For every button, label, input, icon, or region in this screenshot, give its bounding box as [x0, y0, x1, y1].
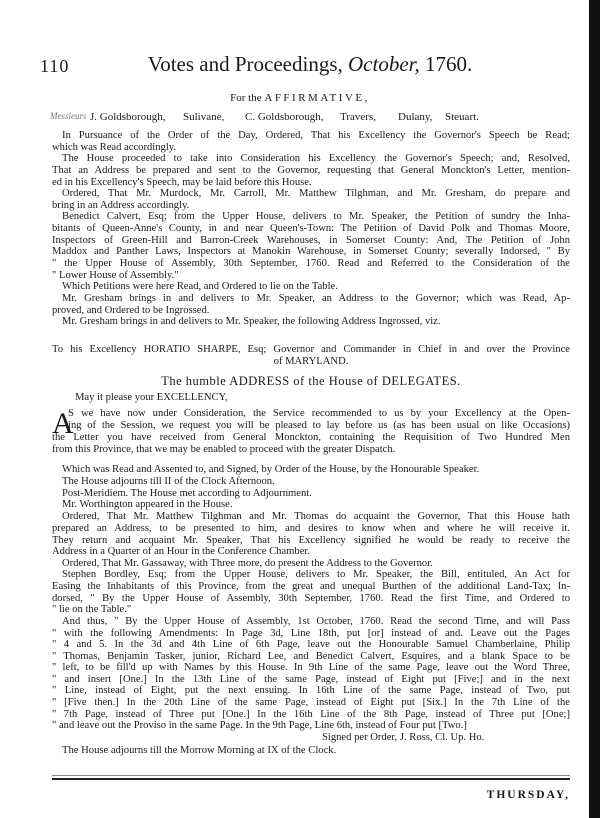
text-line: Ordered, That Mr. Matthew Tilghman and Mr. Thomas do acquaint the Governor, That this House hath [62, 511, 570, 522]
text-line: which was Read accordingly. [52, 142, 177, 153]
text-line: Address in a Quarter of an Hour in the Conference Chamber. [52, 546, 310, 557]
text-line: Easing the Inhabitants of this Province, from the great and unequal Burthen of the additional Land-Tax; In- [52, 581, 570, 592]
text-line: Mr. Gresham brings in and delivers to Mr. Speaker, the following Address Ingrossed, viz. [62, 316, 441, 327]
text-line: In Pursuance of the Order of the Day, Ordered, That his Excellency the Governor's Speech be Read; [62, 130, 570, 141]
title-text: Votes and Proceedings, [147, 52, 343, 76]
text-line: Signed per Order, J. Ross, Cl. Up. Ho. [322, 732, 485, 743]
page-title [100, 52, 520, 77]
text-line: The humble ADDRESS of the House of DELEGATES. [161, 374, 461, 388]
scan-edge [589, 0, 600, 818]
text-line: Mr. Worthington appeared in the House. [62, 499, 233, 510]
member-name: J. Goldsborough, [90, 111, 166, 123]
text-line: Stephen Bordley, Esq; from the Upper House, delivers to Mr. Speaker, the Bill, entituled, An Act for [62, 569, 570, 580]
member-name: Dulany, [398, 111, 433, 123]
text-line: That an Address be prepared and sent to the Governor, requesting that General Monckton's Letter, mention- [52, 165, 570, 176]
text-line: Benedict Calvert, Esq; from the Upper House, delivers to Mr. Speaker, the Petition of sundry the Inha- [62, 211, 570, 222]
text-line: Maddox and Panther Laws, Inspectors at Manokin Warehouse, in Somerset County; severally Indorsed, " By [52, 246, 570, 257]
text-line: May it please your EXCELLENCY, [75, 392, 228, 403]
text-line: " and leave out the Proviso in the same Page. In the 9th Page, Line 6th, instead of Four put [Two.] [52, 720, 467, 731]
text-line: " 4 and 5. In the 3d and 4th Line of 6th Page, leave out the Honourable Samuel Chamberlaine, Philip [52, 639, 570, 650]
text-line: They return and acquaint Mr. Speaker, That his Excellency signified he would be ready to receive the [52, 535, 570, 546]
member-name: Steuart. [445, 111, 479, 123]
text-line: Ordered, That Mr. Gassaway, with Three more, do present the Address to the Governor. [62, 558, 433, 569]
title-month: October, [348, 52, 420, 76]
text-line: " Lower House of Assembly." [52, 270, 179, 281]
text-line: The House adjourns till II of the Clock Afternoon. [62, 476, 275, 487]
rule-thin [52, 775, 570, 776]
text-line: And thus, " By the Upper House of Assembly, 1st October, 1760. Read the second Time, and will Pass [62, 616, 570, 627]
text-line: " left, to be fill'd up with Names by this House. In 9th Line of the same Page, leave out the Word Three, [52, 662, 570, 673]
text-line: of MARYLAND. [273, 356, 349, 367]
text-line: " the Upper House of Assembly, 30th September, 1760. Read and Referred to the Consideration of the [52, 258, 570, 269]
text-line: " Line, instead of Eight, put the next ensuing. In 16th Line of the same Page, instead of Two, put [52, 685, 570, 696]
catchword: THURSDAY, [486, 789, 570, 801]
text-line: prepared an Address, to be presented to him, and desires to know when and where he will receive it. [52, 523, 570, 534]
affirmative-heading [0, 92, 600, 104]
text-line: S we have now under Consideration, the Service recommended to us by your Excellency at the Open- [68, 408, 570, 419]
text-line: from this Province, that we may be enabled to proceed with the greater Dispatch. [52, 444, 396, 455]
text-line: The House adjourns till the Morrow Morning at IX of the Clock. [62, 745, 337, 756]
messieurs-label: Messieurs [50, 111, 87, 121]
text-line: " with the following Amendments: In Page 3d, Line 18th, put [or] instead of and. Leave out the Pages [52, 628, 570, 639]
member-name: Sulivane, [183, 111, 225, 123]
text-line: dorsed, " By the Upper House of Assembly, 30th September, 1760. Read the first Time, and Ordered to [52, 593, 570, 604]
text-line: bring in an Address accordingly. [52, 200, 190, 211]
text-line: Ordered, That Mr. Murdock, Mr. Carroll, Mr. Matthew Tilghman, and Mr. Gresham, do prepare and [62, 188, 570, 199]
text-line: " lie on the Table." [52, 604, 132, 615]
affirmative-label: AFFIRMATIVE, [264, 92, 370, 104]
title-year: 1760. [425, 52, 473, 76]
text-line: " and insert [One.] In the 13th Line of the same Page, instead of Eight put [Five;] and in the next [52, 674, 570, 685]
text-line: To his Excellency HORATIO SHARPE, Esq; Governor and Commander in Chief in and over the Province [52, 344, 570, 355]
text-line: Inspectors of Green-Hill and Barron-Creek Warehouses, in Somerset County: And, The Petition of John [52, 235, 570, 246]
member-name: C. Goldsborough, [245, 111, 324, 123]
text-line: ed in his Excellency's Speech, may be laid before this House. [52, 177, 312, 188]
affirmative-prefix: For the [230, 92, 262, 104]
page-number: 110 [40, 56, 70, 76]
text-line: " [Five then.] In the 20th Line of the same Page, instead of Eight put [Six.] In the 7th Line of the [52, 697, 570, 708]
text-line: proved, and Ordered to be Ingrossed. [52, 305, 210, 316]
text-line: " 7th Page, instead of Three put [One.] In the 16th Line of the 8th Page, instead of Three put [One;] [52, 709, 570, 720]
text-line: bitants of Queen-Anne's County, in and near Queen's-Town: The Petition of David Polk and Thomas Moore, [52, 223, 570, 234]
text-line: The House proceeded to take into Consideration his Excellency the Governor's Speech; and, Resolved, [62, 153, 570, 164]
text-line: " Thomas, Benjamin Tasker, junior, Richard Lee, and Benedict Calvert, Esquires, and a blank Space to be [52, 651, 570, 662]
section-rule [52, 778, 570, 780]
text-line: Post-Meridiem. The House met according to Adjournment. [62, 488, 312, 499]
member-name: Travers, [340, 111, 376, 123]
text-line: Mr. Gresham brings in and delivers to Mr. Speaker, an Address to the Governor; which was Read, Ap- [62, 293, 570, 304]
text-line: ing of the Session, we request you will be pleased to lay before us (as has been usual on like Occasions) [68, 420, 570, 431]
text-line: Which was Read and Assented to, and Signed, by Order of the House, by the Honourable Speaker. [62, 464, 480, 475]
drop-cap: A [52, 407, 74, 440]
text-line: the Letter you have received from General Monckton, containing the Requisition of Two Hundred Men [52, 432, 570, 443]
text-line: Which Petitions were here Read, and Ordered to lie on the Table. [62, 281, 338, 292]
